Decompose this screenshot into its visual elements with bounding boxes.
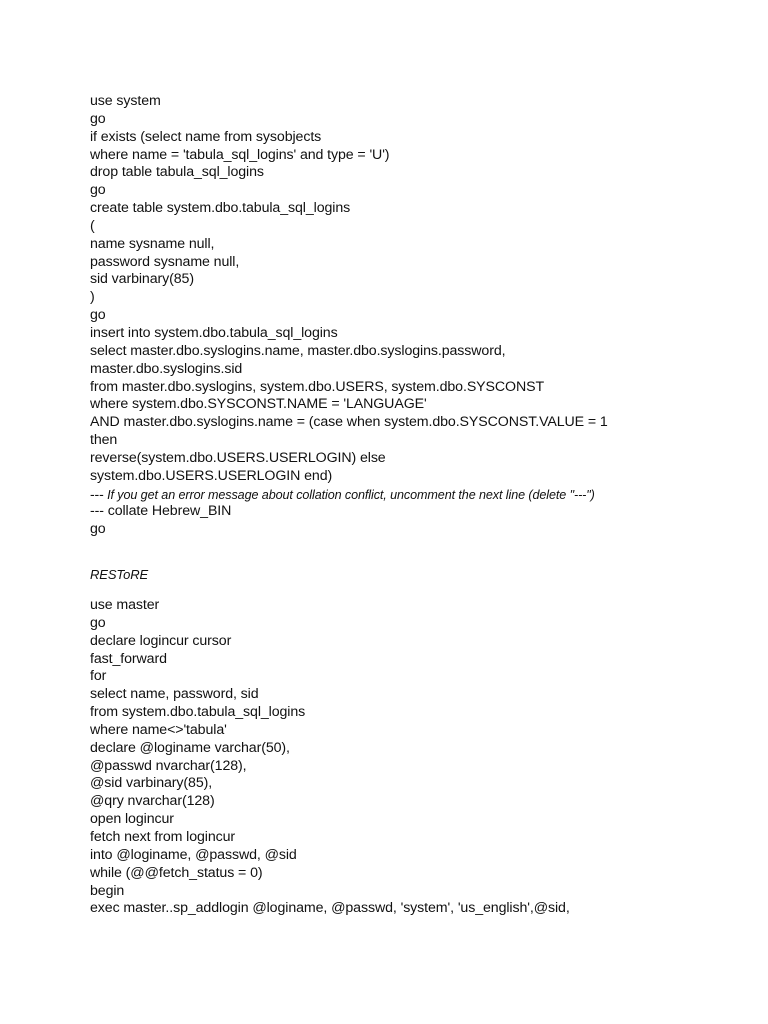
code-line: go [90,307,106,324]
code-line: @qry nvarchar(128) [90,793,215,810]
code-line: where name = 'tabula_sql_logins' and type = 'U') [90,146,390,163]
code-line: use system [90,93,161,109]
code-line: ) [90,289,95,306]
code-line: declare logincur cursor [90,632,232,649]
code-line: @sid varbinary(85), [90,775,213,792]
code-line: fetch next from logincur [90,828,236,845]
code-line: drop table tabula_sql_logins [90,164,264,181]
code-line: exec master..sp_addlogin @loginame, @passwd, 'system', 'us_english',@sid, [90,900,570,917]
code-line: go [90,614,106,631]
code-line: declare @loginame varchar(50), [90,739,290,756]
code-line: from master.dbo.syslogins, system.dbo.USERS, system.dbo.SYSCONST [90,378,545,395]
sql-backup-script [90,93,750,539]
code-line: fast_forward [90,650,167,667]
code-line: system.dbo.USERS.USERLOGIN end) [90,467,333,484]
code-line: where name<>'tabula' [90,721,227,738]
code-line: create table system.dbo.tabula_sql_logins [90,200,351,217]
code-line: @passwd nvarchar(128), [90,757,247,774]
comment-prefix: --- [90,485,104,502]
code-line: sid varbinary(85) [90,271,194,288]
code-line: select master.dbo.syslogins.name, master.dbo.syslogins.password, [90,342,506,359]
code-line: if exists (select name from sysobjects [90,128,322,145]
code-line: then [90,432,118,449]
code-line: begin [90,882,125,899]
code-line: go [90,110,106,127]
collation-comment-line [90,486,750,504]
code-line: select name, password, sid [90,686,259,703]
code-line: master.dbo.syslogins.sid [90,360,243,377]
code-line: for [90,668,107,685]
code-line: ( [90,217,95,234]
collate-line: --- collate Hebrew_BIN [90,503,232,520]
sql-restore-script [90,597,750,918]
code-line: while (@@fetch_status = 0) [90,864,263,881]
code-line: password sysname null, [90,253,240,270]
code-line: into @loginame, @passwd, @sid [90,846,297,863]
comment-text: If you get an error message about collation conflict, uncomment the next line (delete "---") [103,487,595,502]
code-line: go [90,182,106,199]
code-line: go [90,521,106,538]
code-line: reverse(system.dbo.USERS.USERLOGIN) else [90,449,386,466]
code-line: open logincur [90,811,174,828]
code-line: AND master.dbo.syslogins.name = (case when system.dbo.SYSCONST.VALUE = 1 [90,414,608,431]
code-line: name sysname null, [90,235,215,252]
code-line: from system.dbo.tabula_sql_logins [90,704,306,721]
code-line: use master [90,597,160,613]
restore-heading: RESToRE [90,567,149,582]
code-line: where system.dbo.SYSCONST.NAME = 'LANGUAGE' [90,396,427,413]
code-line: insert into system.dbo.tabula_sql_logins [90,324,338,341]
restore-heading-block [90,566,750,584]
